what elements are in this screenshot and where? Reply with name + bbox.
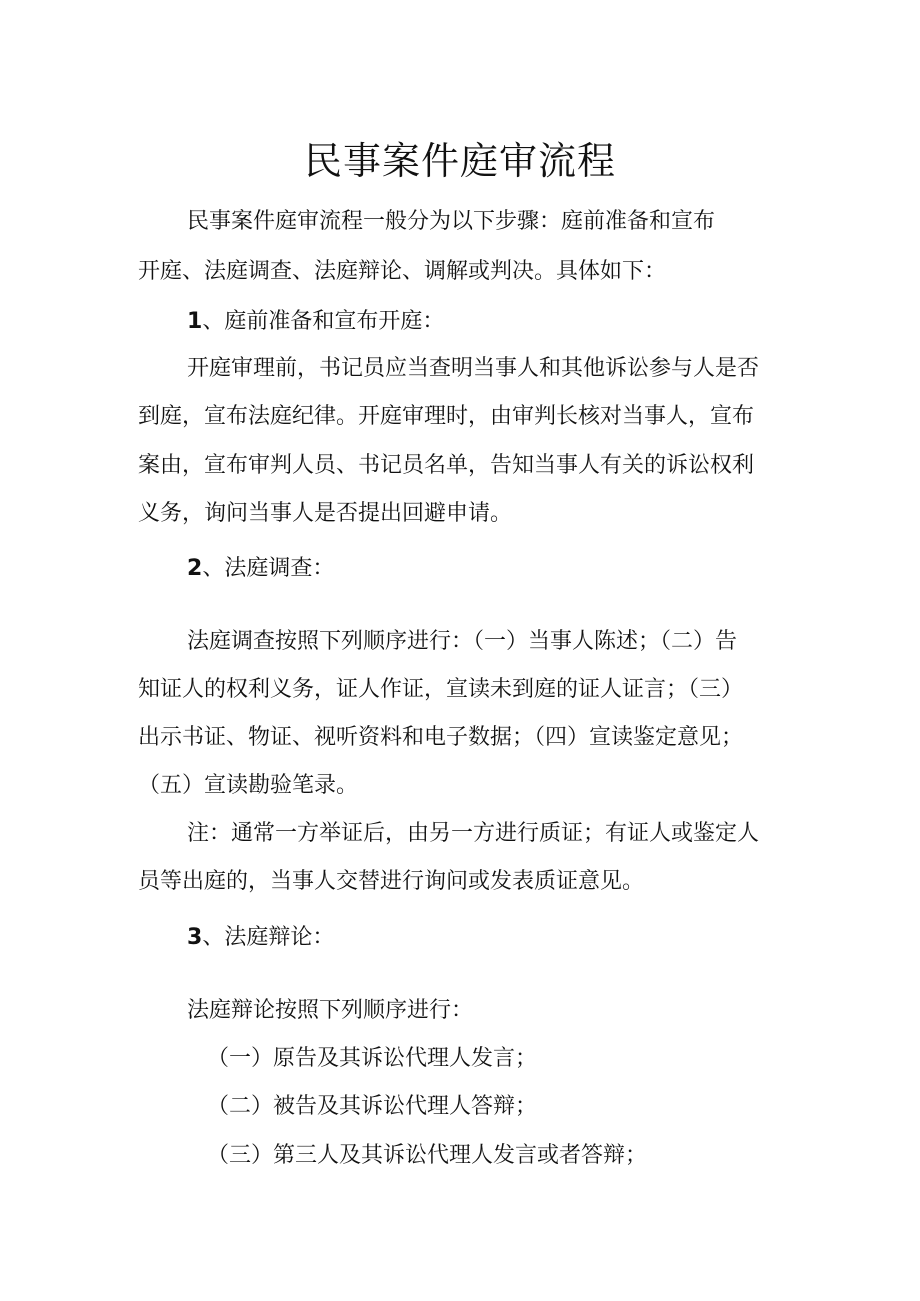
section-3-item-3: （三）第三人及其诉讼代理人发言或者答辩； [207,1143,648,1168]
section-1-line-2: 到庭，宣布法庭纪律。开庭审理时，由审判长核对当事人，宣布 [138,404,755,429]
section-1-number: 1 [187,309,203,334]
section-2-note-line-1: 注：通常一方举证后，由另一方进行质证；有证人或鉴定人 [187,821,760,846]
section-3-item-1: （一）原告及其诉讼代理人发言； [207,1046,538,1071]
section-1-line-1: 开庭审理前，书记员应当查明当事人和其他诉讼参与人是否 [187,356,760,381]
section-2-number: 2 [187,556,203,581]
section-2-heading [187,545,787,592]
section-3-heading [187,914,787,961]
section-2-line-2: 知证人的权利义务，证人作证，宣读未到庭的证人证言；（三） [138,677,744,702]
section-2-line-1: 法庭调查按照下列顺序进行：（一）当事人陈述；（二）告 [187,629,738,654]
section-1-line-3: 案由，宣布审判人员、书记员名单，告知当事人有关的诉讼权利 [138,453,755,478]
intro-line-1: 民事案件庭审流程一般分为以下步骤：庭前准备和宣布 [187,209,716,234]
section-3-item-2: （二）被告及其诉讼代理人答辩； [207,1094,538,1119]
section-1-heading [187,298,787,345]
section-3-number: 3 [187,925,203,950]
section-1-line-4: 义务，询问当事人是否提出回避申请。 [138,501,513,526]
section-2-line-4: （五）宣读勘验笔录。 [138,773,359,798]
section-3-heading-text: 、法庭辩论： [202,925,335,950]
document-title: 民事案件庭审流程 [303,139,616,183]
section-2-heading-text: 、法庭调查： [202,556,335,581]
intro-line-2: 开庭、法庭调查、法庭辩论、调解或判决。具体如下： [138,259,667,284]
section-2-line-3: 出示书证、物证、视听资料和电子数据；（四）宣读鉴定意见； [138,725,744,750]
section-1-heading-text: 、庭前准备和宣布开庭： [202,309,445,334]
section-3-lead: 法庭辩论按照下列顺序进行： [187,998,474,1023]
section-2-note-line-2: 员等出庭的，当事人交替进行询问或发表质证意见。 [138,869,645,894]
